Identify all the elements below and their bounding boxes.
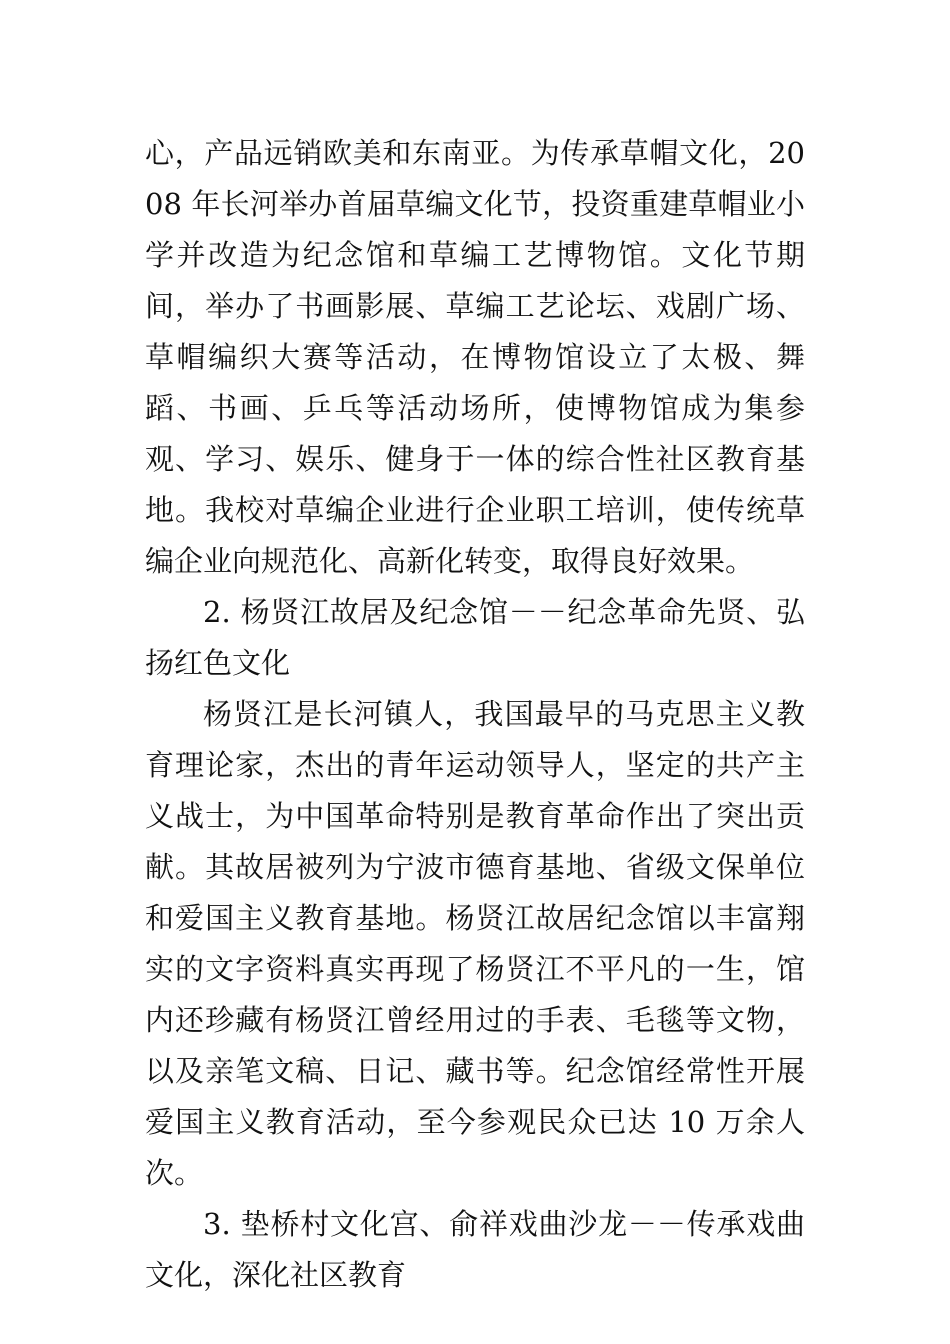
section-heading-3: 3. 垫桥村文化宫、俞祥戏曲沙龙－－传承戏曲文化，深化社区教育 [145, 1207, 805, 1292]
section-heading-2: 2. 杨贤江故居及纪念馆－－纪念革命先贤、弘扬红色文化 [145, 595, 805, 680]
paragraph-continuation: 心，产品远销欧美和东南亚。为传承草帽文化，2008 年长河举办首届草编文化节，投资重建草帽业小学并改造为纪念馆和草编工艺博物馆。文化节期间，举办了书画影展、草编工艺论坛、戏剧广场、草帽编织大赛等活动，在博物馆设立了太极、舞蹈、书画、乒乓等活动场所，使博物馆成为集参观、学习、娱乐、健身于一体的综合性社区教育基地。我校对草编企业进行企业职工培训，使传统草编企业向规范化、高新化转变，取得良好效果。 [145, 136, 805, 578]
paragraph-yang-xianjiang: 杨贤江是长河镇人，我国最早的马克思主义教育理论家，杰出的青年运动领导人，坚定的共产主义战士，为中国革命特别是教育革命作出了突出贡献。其故居被列为宁波市德育基地、省级文保单位和爱国主义教育基地。杨贤江故居纪念馆以丰富翔实的文字资料真实再现了杨贤江不平凡的一生，馆内还珍藏有杨贤江曾经用过的手表、毛毯等文物，以及亲笔文稿、日记、藏书等。纪念馆经常性开展爱国主义教育活动，至今参观民众已达 10 万余人次。 [145, 697, 805, 1190]
document-body [145, 128, 805, 1301]
